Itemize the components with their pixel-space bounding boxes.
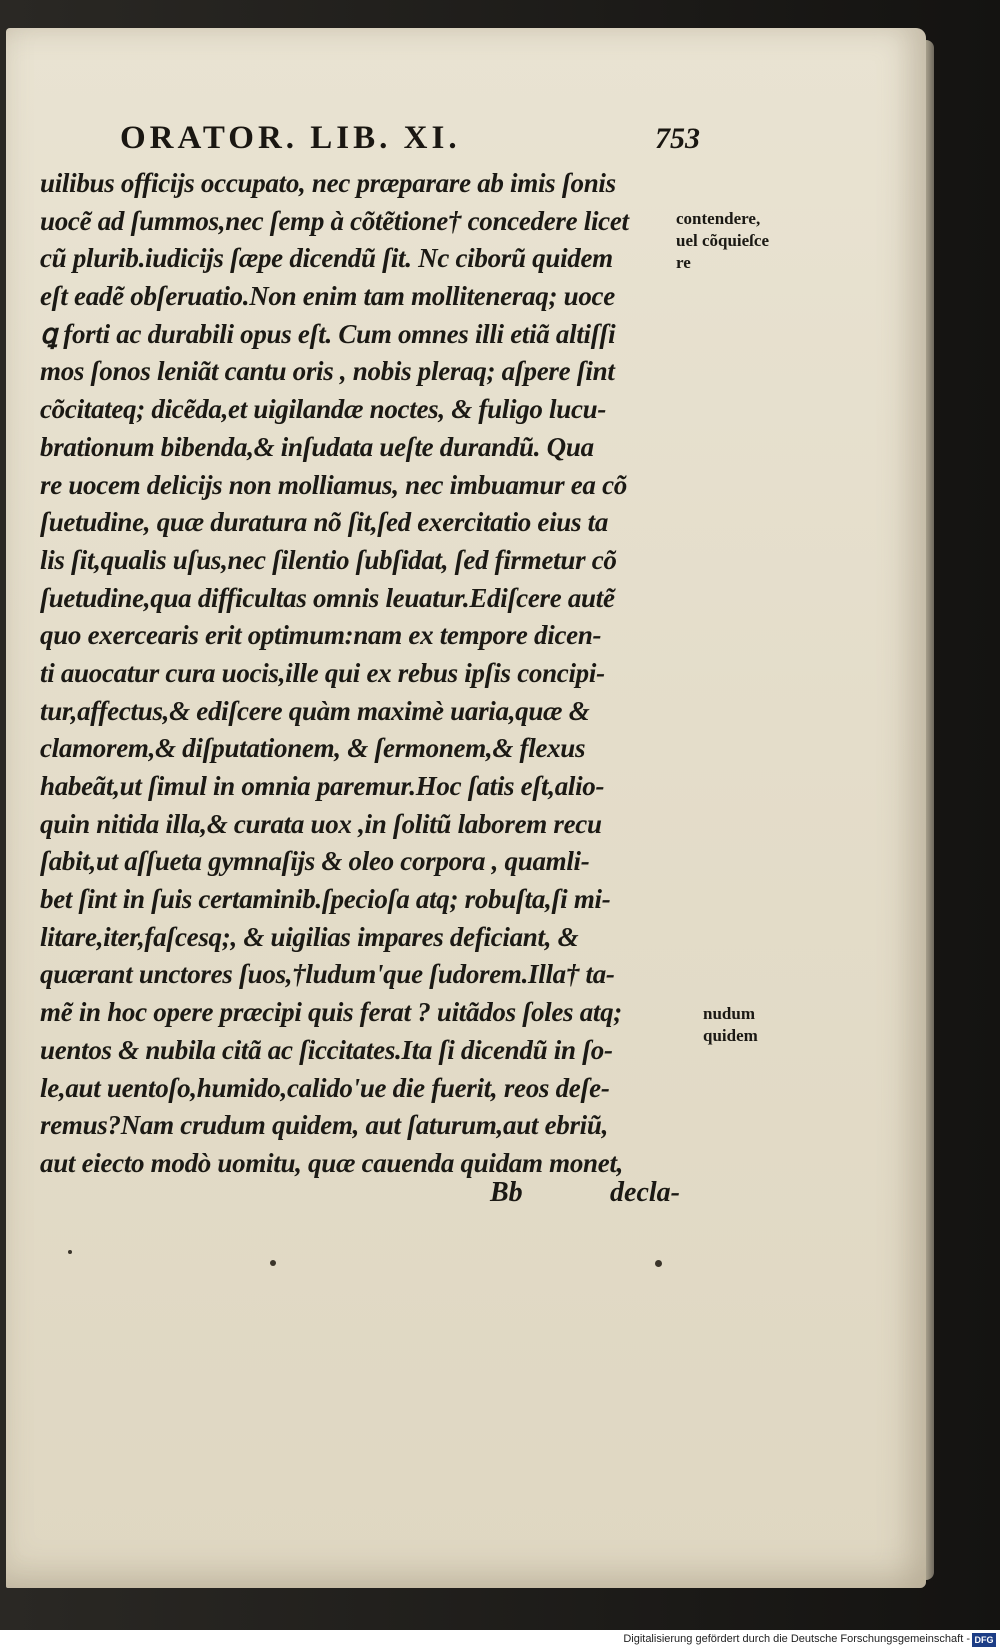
text-line: quærant unctores ſuos,†ludum'que ſudorem.Illa† ta- [40,959,615,990]
text-line: uilibus officijs occupato, nec præparare ab imis ſonis [40,168,616,198]
text-line: ſuetudine, quæ duratura nõ ſit,ſed exercitatio eius ta [40,507,609,538]
page-footer [40,1177,680,1217]
margin-note-line: uel cõquieſce [676,231,770,250]
text-line: bet ſint in ſuis certaminib.ſpecioſa atq; robuſta,ſi mi- [40,884,611,915]
text-line: tur,affectus,& ediſcere quàm maximè uaria,quæ & [40,695,590,726]
text-line: ꝗ forti ac durabili opus eſt. Cum omnes illi etiã altiſſi [40,318,616,349]
running-title: ORATOR. LIB. XI. [120,120,461,156]
ink-fleck [68,1250,72,1254]
text-line: ſuetudine,qua difficultas omnis leuatur.Ediſcere autẽ [40,582,615,613]
text-line: brationum bibenda,& inſudata ueſte durandũ. Qua [40,431,594,462]
margin-note-line: nudum [703,1004,755,1023]
text-line: quo exercearis erit optimum:nam ex tempore dicen- [40,620,602,651]
ink-fleck [655,1260,662,1267]
text-line: litare,iter,faſcesq;, & uigilias impares deficiant, & [40,921,579,952]
margin-note-line: re [676,253,691,272]
text-line: clamorem,& diſputationem, & ſermonem,& flexus [40,733,586,764]
text-line: uocẽ ad ſummos,nec ſemp à cõtẽtione† concedere licet [40,205,629,236]
text-line: cõcitateq; dicẽda,et uigilandæ noctes, & fuligo lucu- [40,394,607,425]
page-number: 753 [655,122,700,155]
text-line: lis ſit,qualis uſus,nec ſilentio ſubſidat, ſed firmetur cõ [40,544,617,575]
text-line: mos ſonos leniãt cantu oris , nobis pleraq; aſpere ſint [40,356,615,387]
dfg-logo: DFG [972,1633,996,1647]
catchword: decla- [610,1177,680,1208]
main-text-block [40,165,680,1183]
margin-note-line: contendere, [676,209,761,228]
text-line: ti auocatur cura uocis,ille qui ex rebus ipſis concipi- [40,657,605,688]
text-line: habeãt,ut ſimul in omnia paremur.Hoc ſatis eſt,alio- [40,771,605,801]
text-line: eſt eadẽ obſeruatio.Non enim tam molliteneraq; uoce [40,281,615,312]
ink-fleck [270,1260,276,1266]
funding-notice-bar [0,1630,1000,1651]
page-header [120,120,700,162]
margin-note-line: quidem [703,1026,758,1045]
signature-mark: Bb [490,1177,523,1208]
text-line: mẽ in hoc opere præcipi quis ferat ? uitãdos ſoles atq; [40,997,622,1028]
margin-note-contendere [676,208,836,274]
text-line: ſabit,ut aſſueta gymnaſijs & oleo corpora , quamli- [40,846,590,877]
text-line: le,aut uentoſo,humido,calido'ue die fuerit, reos deſe- [40,1072,610,1103]
text-line: remus?Nam crudum quidem, aut ſaturum,aut ebriũ, [40,1110,609,1141]
text-line: cũ plurib.iudicijs ſæpe dicendũ ſit. Nc ciborũ quidem [40,243,613,274]
text-line: quin nitida illa,& curata uox ,in ſolitũ laborem recu [40,808,602,839]
text-line: re uocem delicijs non molliamus, nec imbuamur ea cõ [40,469,627,500]
text-line: uentos & nubila citã ac ſiccitates.Ita ſi dicendũ in ſo- [40,1034,613,1065]
funding-notice-text: Digitalisierung gefördert durch die Deutsche Forschungsgemeinschaft - [623,1633,970,1645]
text-line: aut eiecto modò uomitu, quæ cauenda quidam monet, [40,1147,624,1178]
margin-note-nudum [703,1003,823,1047]
